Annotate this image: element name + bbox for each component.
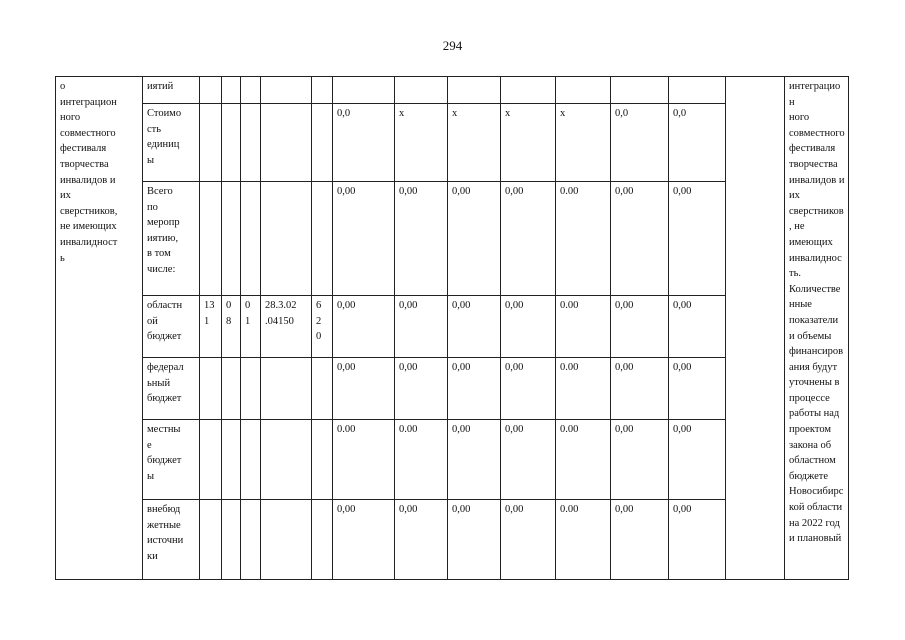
value-cell: 0,00	[395, 358, 448, 420]
code-cell	[200, 182, 222, 296]
code-cell	[241, 182, 261, 296]
code-cell	[241, 420, 261, 500]
value-cell: 0.00	[556, 500, 611, 580]
code-cell	[200, 104, 222, 182]
value-cell: 0.00	[395, 420, 448, 500]
value-cell: 0,00	[448, 182, 501, 296]
measure-description: о интеграцион ного совместного фестиваля творчества инвалидов и их сверстников, не имеющих инвалидност ь	[56, 77, 143, 580]
code-cell	[200, 77, 222, 104]
code-cell: 6 2 0	[312, 296, 333, 358]
value-cell: 0.00	[556, 420, 611, 500]
value-cell: 0,00	[611, 182, 669, 296]
value-cell: 0,00	[448, 296, 501, 358]
value-cell: 0,00	[669, 296, 726, 358]
row-label: областн ой бюджет	[143, 296, 200, 358]
code-cell	[261, 420, 312, 500]
value-cell: 0,00	[333, 358, 395, 420]
code-cell: 0 8	[222, 296, 241, 358]
code-cell	[222, 420, 241, 500]
code-cell	[222, 77, 241, 104]
value-cell: 0,00	[501, 420, 556, 500]
value-cell: х	[556, 104, 611, 182]
value-cell: 0,00	[669, 358, 726, 420]
table-row	[56, 77, 849, 104]
row-label: местны е бюджет ы	[143, 420, 200, 500]
value-cell: 0,0	[333, 104, 395, 182]
value-cell: 0,00	[333, 500, 395, 580]
code-cell	[261, 182, 312, 296]
value-cell: х	[395, 104, 448, 182]
value-cell: 0,00	[395, 182, 448, 296]
row-label: иятий	[143, 77, 200, 104]
code-cell	[200, 358, 222, 420]
value-cell: 0,00	[448, 420, 501, 500]
row-label: Всего по меропр иятию, в том числе:	[143, 182, 200, 296]
code-cell	[312, 104, 333, 182]
program-table	[55, 76, 849, 580]
value-cell: 0,00	[611, 358, 669, 420]
code-cell	[312, 182, 333, 296]
note-column: интеграцион ного совместного фестиваля творчества инвалидов и их сверстников , не имеющих инвалиднос ть. Количестве нные показатели и объемы финансиров ания будут уточнены в процессе работы над проектом закона об областном бюджете Новосибирс кой области на 2022 год и плановый	[785, 77, 849, 580]
code-cell	[241, 358, 261, 420]
code-cell: 0 1	[241, 296, 261, 358]
code-cell	[312, 77, 333, 104]
value-cell: 0,00	[333, 182, 395, 296]
value-cell	[333, 77, 395, 104]
code-cell	[261, 358, 312, 420]
value-cell	[395, 77, 448, 104]
value-cell: 0,00	[395, 500, 448, 580]
value-cell: 0,00	[611, 296, 669, 358]
code-cell	[241, 104, 261, 182]
value-cell: х	[448, 104, 501, 182]
value-cell: 0.00	[556, 358, 611, 420]
value-cell: 0,00	[333, 296, 395, 358]
code-cell	[241, 77, 261, 104]
value-cell: 0,00	[501, 182, 556, 296]
code-cell	[261, 104, 312, 182]
code-cell	[200, 420, 222, 500]
value-cell	[669, 77, 726, 104]
page-number: 294	[442, 38, 463, 53]
code-cell	[200, 500, 222, 580]
row-label: внебюд жетные источни ки	[143, 500, 200, 580]
value-cell: 0,00	[501, 358, 556, 420]
code-cell	[312, 420, 333, 500]
value-cell	[501, 77, 556, 104]
empty-column	[726, 77, 785, 580]
value-cell: х	[501, 104, 556, 182]
value-cell: 0,00	[448, 358, 501, 420]
code-cell	[312, 358, 333, 420]
value-cell: 0,00	[501, 500, 556, 580]
code-cell	[312, 500, 333, 580]
value-cell: 0,00	[669, 500, 726, 580]
value-cell	[556, 77, 611, 104]
code-cell: 28.3.02 .04150	[261, 296, 312, 358]
row-label: Стоимо сть единиц ы	[143, 104, 200, 182]
code-cell	[222, 182, 241, 296]
value-cell: 0,00	[669, 420, 726, 500]
code-cell	[222, 358, 241, 420]
code-cell	[241, 500, 261, 580]
value-cell: 0,0	[611, 104, 669, 182]
code-cell	[261, 77, 312, 104]
value-cell: 0,00	[611, 500, 669, 580]
value-cell: 0,00	[611, 420, 669, 500]
code-cell	[222, 500, 241, 580]
code-cell: 13 1	[200, 296, 222, 358]
value-cell: 0,00	[669, 182, 726, 296]
value-cell	[611, 77, 669, 104]
value-cell: 0,00	[448, 500, 501, 580]
value-cell: 0,00	[501, 296, 556, 358]
value-cell: 0.00	[556, 182, 611, 296]
value-cell: 0.00	[556, 296, 611, 358]
code-cell	[261, 500, 312, 580]
row-label: федерал ьный бюджет	[143, 358, 200, 420]
code-cell	[222, 104, 241, 182]
value-cell: 0.00	[333, 420, 395, 500]
value-cell: 0,00	[395, 296, 448, 358]
value-cell	[448, 77, 501, 104]
value-cell: 0,0	[669, 104, 726, 182]
